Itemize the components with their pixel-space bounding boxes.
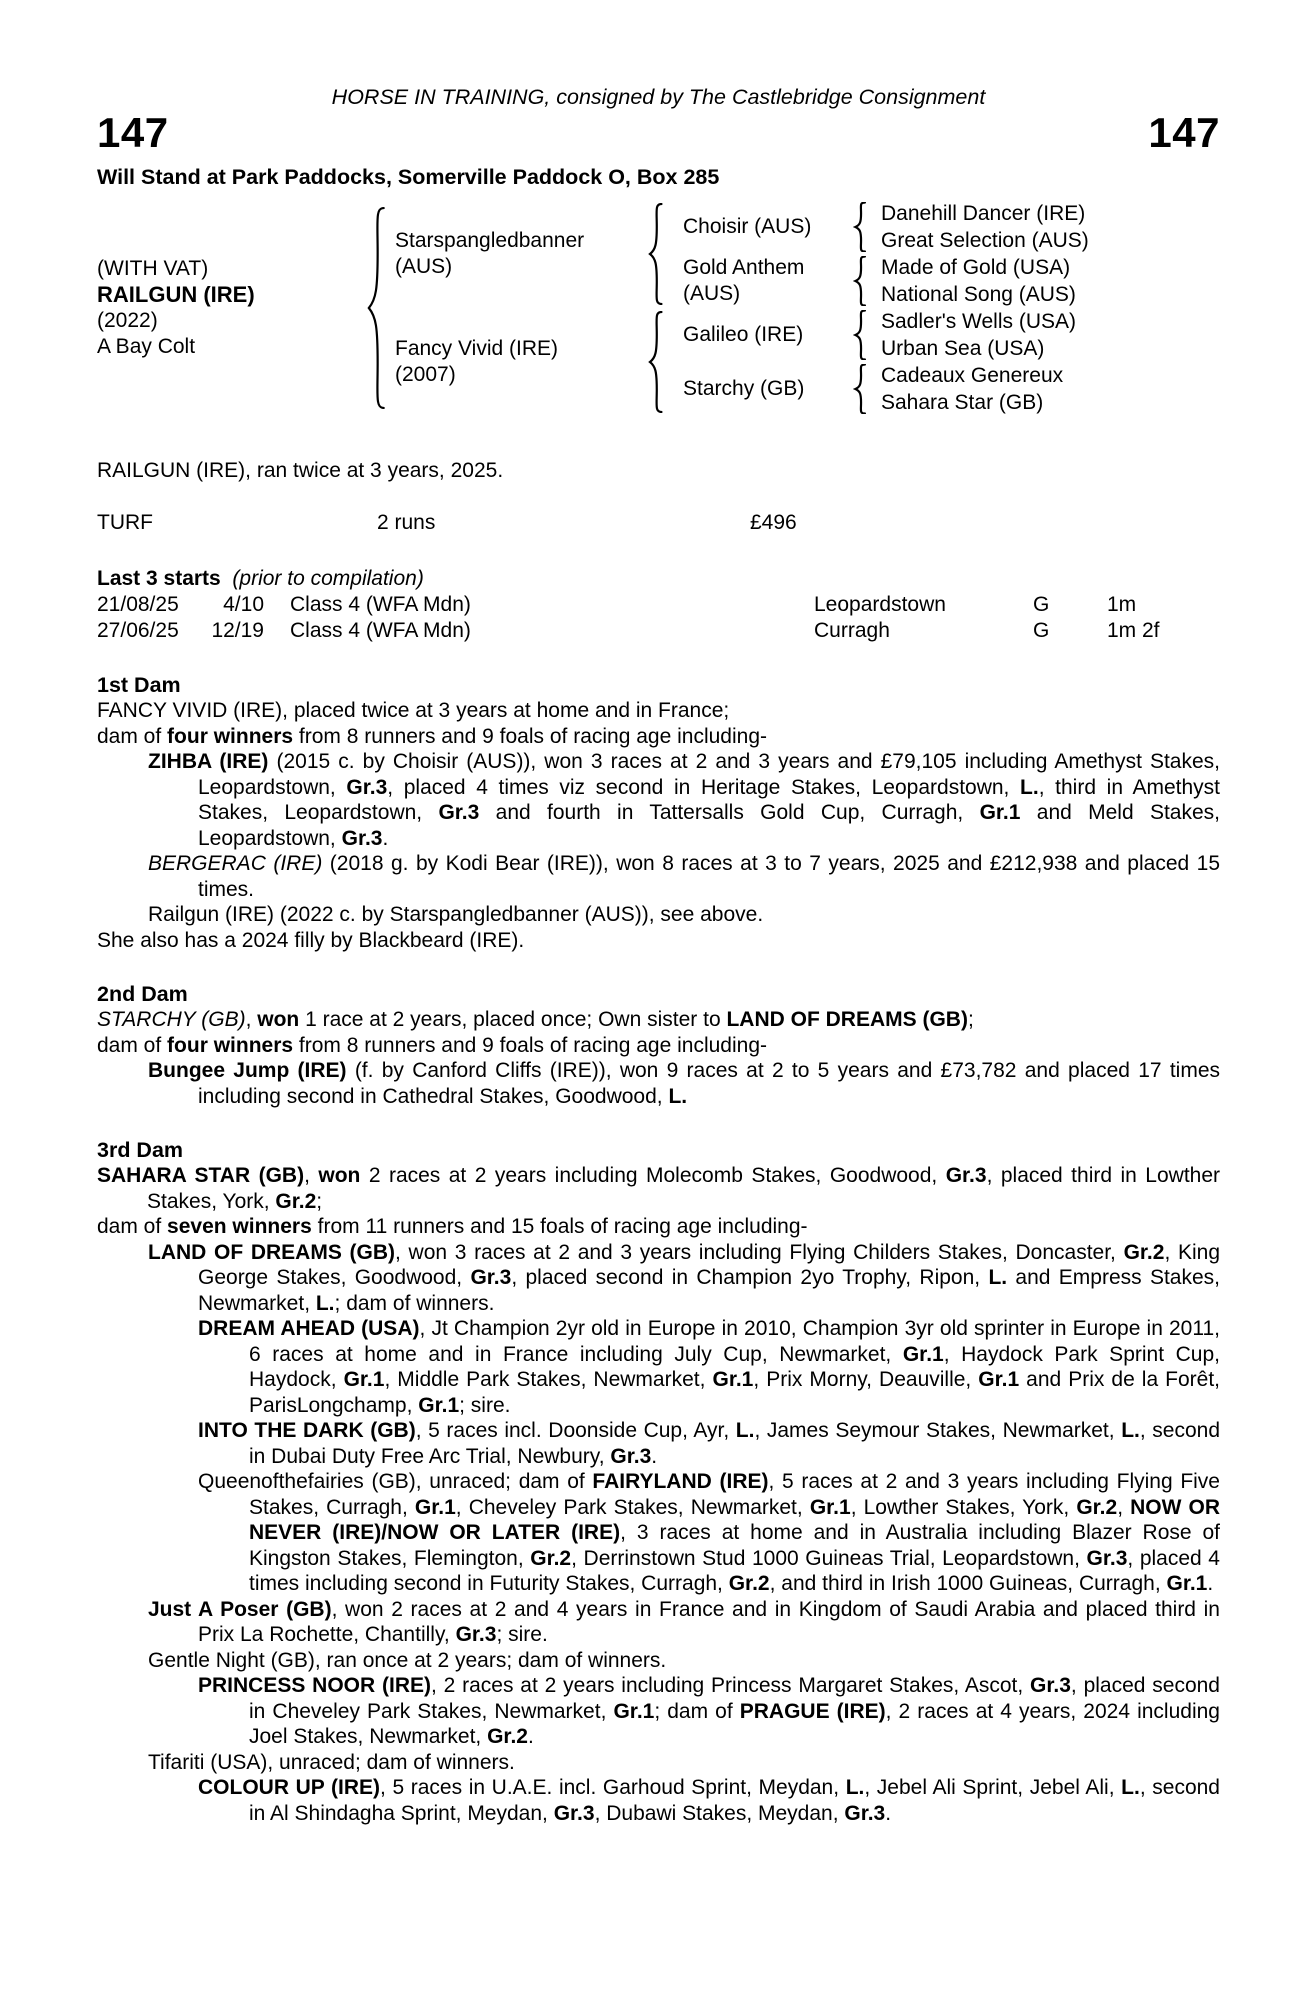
pedigree-paragraph: DREAM AHEAD (USA), Jt Champion 2yr old in Europe in 2010, Champion 3yr old sprinter in Europe in 2011, 6 races at home and in France including July Cup, Newmarket, Gr.1, Haydock Park Sprint Cup, Haydock, Gr.1, Middle Park Stakes, Newmarket, Gr.1, Prix Morny, Deauville, Gr.1 and Prix de la Forêt, ParisLongchamp, Gr.1; sire. <box>198 1317 1221 1417</box>
brace-icon <box>853 254 881 308</box>
section-heading: 3rd Dam <box>97 1138 184 1162</box>
pedigree-paragraph: Railgun (IRE) (2022 c. by Starspangledbanner (AUS)), see above. <box>148 903 764 926</box>
great-grandparent-name: National Song (AUS) <box>881 282 1076 306</box>
pedigree-paragraph: STARCHY (GB), won 1 race at 2 years, placed once; Own sister to LAND OF DREAMS (GB); <box>97 1008 974 1031</box>
pedigree-paragraph: BERGERAC (IRE) (2018 g. by Kodi Bear (IRE)), won 8 races at 3 to 7 years, 2025 and £212,938 and placed 15 times. <box>148 852 1220 901</box>
earnings-value: £496 <box>750 511 797 534</box>
earnings-row <box>97 510 1220 536</box>
brace-icon <box>647 308 683 416</box>
section-heading: 2nd Dam <box>97 982 188 1006</box>
brace-icon <box>853 200 881 254</box>
brace-icon <box>365 200 395 416</box>
second-dam-section <box>97 981 1220 1109</box>
pedigree-paragraph: SAHARA STAR (GB), won 2 races at 2 years including Molecomb Stakes, Goodwood, Gr.3, placed third in Lowther Stakes, York, Gr.2; <box>97 1164 1221 1213</box>
vat-note: (WITH VAT) <box>97 257 209 280</box>
consignor-line: HORSE IN TRAINING, consigned by The Castlebridge Consignment <box>331 85 986 109</box>
start-position: 4/10 <box>223 593 264 616</box>
start-date: 27/06/25 <box>97 619 179 642</box>
pedigree-paragraph: INTO THE DARK (GB), 5 races incl. Doonside Cup, Ayr, L., James Seymour Stakes, Newmarket, L., second in Dubai Duty Free Arc Trial, Newbury, Gr.3. <box>198 1419 1221 1468</box>
grandparent-name: Choisir (AUS) <box>683 215 812 238</box>
last-starts-label: Last 3 starts <box>97 567 221 590</box>
surface-label: TURF <box>97 511 153 534</box>
grandparent-name: Gold Anthem (AUS) <box>683 256 805 305</box>
pedigree-paragraph: Just A Poser (GB), won 2 races at 2 and 4 years in France and in Kingdom of Saudi Arabia and placed third in Prix La Rochette, Chantilly, Gr.3; sire. <box>148 1597 1220 1646</box>
great-grandparent-name: Great Selection (AUS) <box>881 228 1089 252</box>
subject-block <box>97 256 365 360</box>
pedigree-paragraph: Bungee Jump (IRE) (f. by Canford Cliffs (IRE)), won 9 races at 2 to 5 years and £73,782 and placed 17 times including second in Cathedral Stakes, Goodwood, L. <box>148 1059 1220 1108</box>
pedigree-paragraph: LAND OF DREAMS (GB), won 3 races at 2 and 3 years including Flying Childers Stakes, Doncaster, Gr.2, King George Stakes, Goodwood, Gr.3, placed second in Champion 2yo Trophy, Ripon, L. and Empress Stakes, Newmarket, L.; dam of winners. <box>148 1240 1220 1315</box>
foaling-year: (2022) <box>97 309 158 332</box>
pedigree-paragraph: Queenofthefairies (GB), unraced; dam of FAIRYLAND (IRE), 5 races at 2 and 3 years including Flying Five Stakes, Curragh, Gr.1, Cheveley Park Stakes, Newmarket, Gr.1, Lowther Stakes, York, Gr.2, NOW OR NEVER (IRE)/NOW OR LATER (IRE), 3 races at home and in Australia including Blazer Rose of Kingston Stakes, Flemington, Gr.2, Derrinstown Stud 1000 Guineas Trial, Leopardstown, Gr.3, placed 4 times including second in Futurity Stakes, Curragh, Gr.2, and third in Irish 1000 Guineas, Curragh, Gr.1. <box>198 1470 1221 1595</box>
great-grandparent-name: Urban Sea (USA) <box>881 336 1045 360</box>
lot-number-right: 147 <box>1148 109 1220 156</box>
pedigree-paragraph: COLOUR UP (IRE), 5 races in U.A.E. incl. Garhoud Sprint, Meydan, L., Jebel Ali Sprint, Jebel Ali, L., second in Al Shindagha Sprint, Meydan, Gr.3, Dubawi Stakes, Meydan, Gr.3. <box>198 1776 1220 1825</box>
great-grandparent-name: Sadler's Wells (USA) <box>881 309 1076 333</box>
lot-number-row <box>97 109 1220 156</box>
start-distance: 1m <box>1107 593 1137 616</box>
start-row <box>97 618 1220 644</box>
dam-name: Fancy Vivid (IRE) (2007) <box>395 337 558 386</box>
pedigree-table <box>97 200 1220 416</box>
horse-name: RAILGUN (IRE) <box>97 282 255 307</box>
third-dam-section <box>97 1137 1220 1826</box>
sire-name: Starspangledbanner (AUS) <box>395 229 585 278</box>
great-grandparent-name: Danehill Dancer (IRE) <box>881 201 1086 225</box>
pedigree-paragraph: PRINCESS NOOR (IRE), 2 races at 2 years including Princess Margaret Stakes, Ascot, Gr.3, placed second in Cheveley Park Stakes, Newmarket, Gr.1; dam of PRAGUE (IRE), 2 races at 4 years, 2024 including Joel Stakes, Newmarket, Gr.2. <box>198 1674 1220 1748</box>
first-dam-section <box>97 672 1220 953</box>
lot-number-left: 147 <box>97 109 169 156</box>
last-starts-block <box>97 566 1220 644</box>
start-row <box>97 592 1220 618</box>
start-course: Leopardstown <box>814 593 946 616</box>
start-position: 12/19 <box>211 619 264 642</box>
pedigree-paragraph: dam of seven winners from 11 runners and 15 foals of racing age including- <box>97 1215 808 1238</box>
start-class: Class 4 (WFA Mdn) <box>290 619 471 642</box>
pedigree-paragraph: She also has a 2024 filly by Blackbeard (IRE). <box>97 928 525 952</box>
start-going: G <box>1033 619 1050 642</box>
start-distance: 1m 2f <box>1107 619 1160 642</box>
start-class: Class 4 (WFA Mdn) <box>290 593 471 616</box>
pedigree-paragraph: dam of four winners from 8 runners and 9 foals of racing age including- <box>97 724 767 748</box>
pedigree-paragraph: dam of four winners from 8 runners and 9 foals of racing age including- <box>97 1033 767 1057</box>
brace-icon <box>853 308 881 362</box>
great-grandparent-name: Sahara Star (GB) <box>881 390 1044 414</box>
pedigree-paragraph: FANCY VIVID (IRE), placed twice at 3 years at home and in France; <box>97 699 730 722</box>
start-going: G <box>1033 593 1050 616</box>
brace-icon <box>647 200 683 308</box>
last-starts-heading: Last 3 starts (prior to compilation) <box>97 567 424 590</box>
great-grandparent-name: Made of Gold (USA) <box>881 255 1071 279</box>
pedigree-paragraph: Tifariti (USA), unraced; dam of winners. <box>148 1750 515 1774</box>
start-course: Curragh <box>814 619 890 642</box>
stand-line: Will Stand at Park Paddocks, Somerville Paddock O, Box 285 <box>97 165 720 189</box>
grandparent-name: Galileo (IRE) <box>683 323 804 346</box>
horse-description: A Bay Colt <box>97 335 196 358</box>
grandparent-name: Starchy (GB) <box>683 377 805 400</box>
brace-icon <box>853 362 881 416</box>
section-heading: 1st Dam <box>97 673 181 697</box>
start-date: 21/08/25 <box>97 593 179 616</box>
runs-value: 2 runs <box>377 511 436 534</box>
race-summary: RAILGUN (IRE), ran twice at 3 years, 2025. <box>97 459 504 482</box>
pedigree-paragraph: Gentle Night (GB), ran once at 2 years; dam of winners. <box>148 1648 667 1672</box>
great-grandparent-name: Cadeaux Genereux <box>881 363 1064 387</box>
pedigree-paragraph: ZIHBA (IRE) (2015 c. by Choisir (AUS)), won 3 races at 2 and 3 years and £79,105 including Amethyst Stakes, Leopardstown, Gr.3, placed 4 times viz second in Heritage Stakes, Leopardstown, L., third in Amethyst Stakes, Leopardstown, Gr.3 and fourth in Tattersalls Gold Cup, Curragh, Gr.1 and Meld Stakes, Leopardstown, Gr.3. <box>148 750 1220 850</box>
